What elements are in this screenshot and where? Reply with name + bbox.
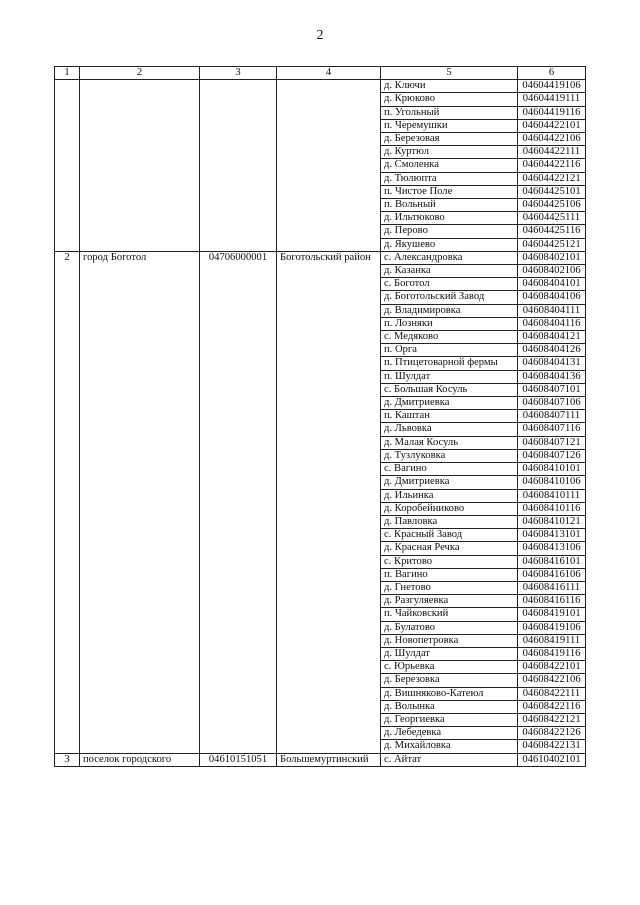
settlement-code: 04608404111 <box>518 304 586 317</box>
district-name: Большемуртинский <box>277 753 381 766</box>
settlement-name: д. Гнетово <box>381 581 518 594</box>
settlement-name: д. Георгиевка <box>381 713 518 726</box>
settlement-name: д. Волынка <box>381 700 518 713</box>
settlement-code: 04608402106 <box>518 265 586 278</box>
settlement-name: д. Павловка <box>381 515 518 528</box>
settlement-code: 04608419116 <box>518 647 586 660</box>
settlement-name: п. Черемушки <box>381 119 518 132</box>
settlement-code: 04608407126 <box>518 449 586 462</box>
settlement-code: 04610402101 <box>518 753 586 766</box>
settlement-name: п. Вагино <box>381 568 518 581</box>
settlement-name: с. Красный Завод <box>381 529 518 542</box>
header-row <box>55 67 586 80</box>
settlement-code: 04608407101 <box>518 383 586 396</box>
municipality-name <box>80 80 200 252</box>
settlement-code: 04604425101 <box>518 185 586 198</box>
settlement-name: п. Чистое Поле <box>381 185 518 198</box>
settlement-name: д. Смоленка <box>381 159 518 172</box>
col-header-3: 3 <box>200 67 277 80</box>
settlement-name: д. Дмитриевка <box>381 397 518 410</box>
settlement-code: 04608419111 <box>518 634 586 647</box>
settlement-code: 04604422111 <box>518 146 586 159</box>
settlement-name: д. Тузлуковка <box>381 449 518 462</box>
settlement-code: 04608410101 <box>518 463 586 476</box>
settlement-name: п. Вольный <box>381 199 518 212</box>
settlement-name: с. Большая Косуль <box>381 383 518 396</box>
page-number: 2 <box>316 28 324 43</box>
settlement-code: 04608419106 <box>518 621 586 634</box>
settlement-code: 04608416111 <box>518 581 586 594</box>
settlement-code: 04608407121 <box>518 436 586 449</box>
municipality-oktmo <box>200 80 277 252</box>
settlement-code: 04608410121 <box>518 515 586 528</box>
settlement-code: 04608404136 <box>518 370 586 383</box>
settlement-code: 04604422116 <box>518 159 586 172</box>
settlement-code: 04608413106 <box>518 542 586 555</box>
municipality-oktmo: 04610151051 <box>200 753 277 766</box>
settlement-code: 04608419101 <box>518 608 586 621</box>
settlement-name: д. Крюково <box>381 93 518 106</box>
settlement-name: д. Казанка <box>381 265 518 278</box>
settlement-code: 04608413101 <box>518 529 586 542</box>
settlement-code: 04604425106 <box>518 199 586 212</box>
settlement-name: д. Владимировка <box>381 304 518 317</box>
settlement-name: п. Орга <box>381 344 518 357</box>
district-name <box>277 80 381 252</box>
settlement-code: 04608410111 <box>518 489 586 502</box>
table-body <box>55 80 586 767</box>
settlement-code: 04608422101 <box>518 661 586 674</box>
settlement-name: д. Березовка <box>381 674 518 687</box>
settlements-table <box>54 66 586 767</box>
settlement-code: 04604422106 <box>518 133 586 146</box>
settlement-code: 04608407116 <box>518 423 586 436</box>
municipality-number: 2 <box>55 251 80 753</box>
settlement-name: д. Куртюл <box>381 146 518 159</box>
municipality-oktmo: 04706000001 <box>200 251 277 753</box>
settlement-name: д. Перово <box>381 225 518 238</box>
settlement-code: 04608422126 <box>518 727 586 740</box>
settlement-code: 04608416116 <box>518 595 586 608</box>
settlement-name: д. Малая Косуль <box>381 436 518 449</box>
municipality-name: город Боготол <box>80 251 200 753</box>
settlement-code: 04604419116 <box>518 106 586 119</box>
settlement-name: д. Боготольский Завод <box>381 291 518 304</box>
settlement-name: п. Птицетоварной фермы <box>381 357 518 370</box>
settlement-name: п. Лозняки <box>381 317 518 330</box>
municipality-number: 3 <box>55 753 80 766</box>
table-row <box>55 251 586 264</box>
settlement-name: д. Якушево <box>381 238 518 251</box>
settlement-name: с. Медяково <box>381 331 518 344</box>
settlement-name: с. Александровка <box>381 251 518 264</box>
settlement-code: 04608407111 <box>518 410 586 423</box>
settlement-name: д. Лебедевка <box>381 727 518 740</box>
settlement-name: д. Березовая <box>381 133 518 146</box>
settlement-name: п. Каштан <box>381 410 518 423</box>
settlement-code: 04608416101 <box>518 555 586 568</box>
settlement-name: с. Боготол <box>381 278 518 291</box>
settlement-name: д. Ключи <box>381 80 518 93</box>
settlement-name: д. Ильинка <box>381 489 518 502</box>
settlement-code: 04608404106 <box>518 291 586 304</box>
settlement-name: п. Чайковский <box>381 608 518 621</box>
settlement-code: 04608422121 <box>518 713 586 726</box>
settlement-name: с. Критово <box>381 555 518 568</box>
settlement-name: д. Дмитриевка <box>381 476 518 489</box>
table-row <box>55 753 586 766</box>
settlement-name: д. Разгуляевка <box>381 595 518 608</box>
settlement-code: 04608422131 <box>518 740 586 753</box>
settlement-code: 04604425116 <box>518 225 586 238</box>
settlement-name: д. Шулдат <box>381 647 518 660</box>
col-header-4: 4 <box>277 67 381 80</box>
settlement-name: д. Львовка <box>381 423 518 436</box>
settlement-code: 04604425121 <box>518 238 586 251</box>
settlement-name: д. Ильтюково <box>381 212 518 225</box>
settlement-code: 04608404101 <box>518 278 586 291</box>
settlement-name: п. Угольный <box>381 106 518 119</box>
settlement-code: 04604422121 <box>518 172 586 185</box>
settlement-code: 04608404121 <box>518 331 586 344</box>
settlement-code: 04608410116 <box>518 502 586 515</box>
col-header-6: 6 <box>518 67 586 80</box>
settlement-code: 04604425111 <box>518 212 586 225</box>
settlement-name: с. Айтат <box>381 753 518 766</box>
settlement-code: 04608402101 <box>518 251 586 264</box>
municipality-name: поселок городского <box>80 753 200 766</box>
district-name: Боготольский район <box>277 251 381 753</box>
settlement-name: д. Новопетровка <box>381 634 518 647</box>
settlement-name: с. Юрьевка <box>381 661 518 674</box>
settlement-name: д. Михайловка <box>381 740 518 753</box>
settlement-name: д. Вишняково-Катеюл <box>381 687 518 700</box>
settlement-code: 04608422116 <box>518 700 586 713</box>
settlement-code: 04608416106 <box>518 568 586 581</box>
settlement-name: д. Красная Речка <box>381 542 518 555</box>
col-header-2: 2 <box>80 67 200 80</box>
table-row <box>55 80 586 93</box>
settlement-code: 04604419106 <box>518 80 586 93</box>
settlement-code: 04604419111 <box>518 93 586 106</box>
settlement-code: 04608404131 <box>518 357 586 370</box>
settlement-code: 04608422106 <box>518 674 586 687</box>
settlement-code: 04608410106 <box>518 476 586 489</box>
settlement-name: п. Шулдат <box>381 370 518 383</box>
settlement-code: 04608404126 <box>518 344 586 357</box>
settlement-name: д. Коробейниково <box>381 502 518 515</box>
settlement-name: д. Булатово <box>381 621 518 634</box>
settlement-name: с. Вагино <box>381 463 518 476</box>
settlement-code: 04608422111 <box>518 687 586 700</box>
col-header-1: 1 <box>55 67 80 80</box>
municipality-number <box>55 80 80 252</box>
settlement-code: 04608407106 <box>518 397 586 410</box>
col-header-5: 5 <box>381 67 518 80</box>
settlement-name: д. Тюлюпта <box>381 172 518 185</box>
settlement-code: 04604422101 <box>518 119 586 132</box>
settlement-code: 04608404116 <box>518 317 586 330</box>
